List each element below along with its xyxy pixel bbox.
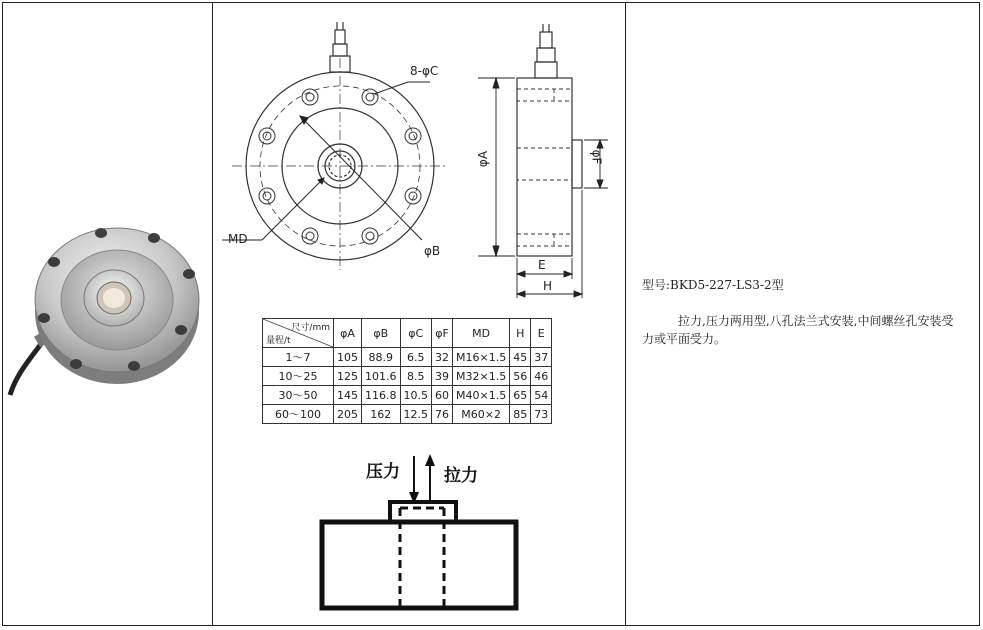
h-label: H bbox=[543, 279, 553, 293]
description-text: 拉力,压力两用型,八孔法兰式安装,中间螺丝孔安装受力或平面受力。 bbox=[642, 314, 954, 346]
table-cell: 65 bbox=[510, 386, 531, 405]
column-header: E bbox=[531, 319, 552, 348]
model-number: 型号:BKD5-227-LS3-2型 bbox=[642, 278, 784, 292]
table-cell: 12.5 bbox=[400, 405, 432, 424]
table-cell: 116.8 bbox=[362, 386, 401, 405]
table-cell: 205 bbox=[334, 405, 362, 424]
table-cell: 105 bbox=[334, 348, 362, 367]
spec-table bbox=[262, 318, 552, 424]
table-header-row bbox=[263, 319, 552, 348]
table-row bbox=[263, 348, 552, 367]
table-cell: 45 bbox=[510, 348, 531, 367]
table-cell: 88.9 bbox=[362, 348, 401, 367]
table-cell: 1～7 bbox=[263, 348, 334, 367]
table-cell: 60～100 bbox=[263, 405, 334, 424]
column-divider bbox=[212, 2, 213, 626]
table-cell: 30～50 bbox=[263, 386, 334, 405]
table-cell: M32×1.5 bbox=[453, 367, 510, 386]
table-cell: 39 bbox=[432, 367, 453, 386]
header-range-label: 量程/t bbox=[266, 336, 291, 346]
table-cell: 10～25 bbox=[263, 367, 334, 386]
top-view-drawing bbox=[222, 8, 482, 270]
table-corner-header bbox=[263, 319, 334, 348]
phi-b-label: φB bbox=[424, 244, 441, 258]
e-label: E bbox=[538, 258, 546, 272]
tension-label: 拉力 bbox=[444, 466, 478, 486]
column-header: MD bbox=[453, 319, 510, 348]
table-cell: 37 bbox=[531, 348, 552, 367]
load-cell-photo bbox=[4, 200, 209, 410]
table-cell: 6.5 bbox=[400, 348, 432, 367]
column-header: φF bbox=[432, 319, 453, 348]
table-cell: M16×1.5 bbox=[453, 348, 510, 367]
table-cell: 125 bbox=[334, 367, 362, 386]
table-cell: M60×2 bbox=[453, 405, 510, 424]
holes-label: 8-φC bbox=[410, 64, 439, 78]
column-header: φC bbox=[400, 319, 432, 348]
table-cell: 101.6 bbox=[362, 367, 401, 386]
product-description bbox=[642, 276, 962, 348]
column-header: H bbox=[510, 319, 531, 348]
table-cell: 145 bbox=[334, 386, 362, 405]
table-cell: M40×1.5 bbox=[453, 386, 510, 405]
column-divider bbox=[625, 2, 626, 626]
table-cell: 10.5 bbox=[400, 386, 432, 405]
table-row bbox=[263, 405, 552, 424]
table-cell: 8.5 bbox=[400, 367, 432, 386]
table-cell: 60 bbox=[432, 386, 453, 405]
column-header: φB bbox=[362, 319, 401, 348]
header-dimension-label: 尺寸/mm bbox=[291, 323, 330, 333]
table-cell: 54 bbox=[531, 386, 552, 405]
column-header: φA bbox=[334, 319, 362, 348]
force-diagram bbox=[316, 452, 526, 614]
table-row bbox=[263, 367, 552, 386]
table-cell: 85 bbox=[510, 405, 531, 424]
md-label: MD bbox=[228, 232, 248, 246]
compression-label: 压力 bbox=[366, 462, 400, 482]
table-cell: 32 bbox=[432, 348, 453, 367]
table-cell: 76 bbox=[432, 405, 453, 424]
table-cell: 46 bbox=[531, 367, 552, 386]
table-cell: 73 bbox=[531, 405, 552, 424]
phi-a-label: φA bbox=[476, 150, 491, 168]
table-cell: 56 bbox=[510, 367, 531, 386]
phi-f-label: φF bbox=[589, 149, 604, 165]
table-row bbox=[263, 386, 552, 405]
table-cell: 162 bbox=[362, 405, 401, 424]
